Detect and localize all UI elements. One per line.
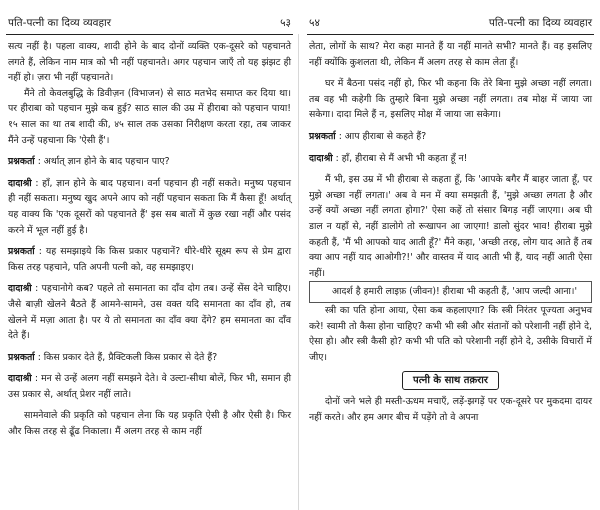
left-page-body (6, 35, 293, 440)
speaker-label: दादाश्री (309, 152, 333, 164)
speaker-label: प्रश्नकर्ता (8, 156, 35, 168)
paragraph: लेता, लोगों के साथ? मेरा कहा मानते हैं या नहीं मानते सभी? मानते हैं। वह इसलिए नहीं क्योंकि कुशलता थी, लेकिन मैं अलग तरह से काम लेता हूँ। (309, 41, 592, 68)
dialogue-text: : आप हीराबा से कहते हैं? (338, 130, 427, 142)
speaker-label: प्रश्नकर्ता (309, 130, 336, 142)
dialogue-entry (8, 281, 291, 343)
dialogue-entry (8, 244, 291, 275)
paragraph: सत्य नहीं है। पहला वाक्य, शादी होने के बाद दोनों व्यक्ति एक-दूसरे को पहचानते लगते हैं, लेकिन नाम मात्र को भी नहीं पहचानते। अगर पहचान जाएँ तो यह झंझट ही नहीं हो। ज़रा भी नहीं पहचानते। (8, 41, 291, 84)
right-page-header (307, 12, 594, 35)
right-running-title: पति-पत्नी का दिव्य व्यवहार (488, 17, 592, 29)
section-heading: पत्नी के साथ तक़रार (402, 371, 499, 390)
section-heading-wrap (309, 371, 592, 390)
speaker-label: दादाश्री (8, 177, 32, 189)
dialogue-entry (309, 129, 592, 145)
dialogue-entry (309, 151, 592, 167)
paragraph: सामनेवाले की प्रकृति को पहचान लेना कि यह प्रकृति ऐसी है और ऐसी है। फिर और किस तरह से ढूँढ निकाला। मैं अलग तरह से काम नहीं (8, 410, 291, 438)
page-gutter (298, 34, 299, 510)
boxed-quote: आदर्श है हमारी लाइफ़ (जीवन)! हीराबा भी कहती हैं, 'आप जल्दी आना।' (309, 281, 592, 303)
speaker-label: प्रश्नकर्ता (8, 246, 35, 258)
left-page-header (6, 12, 293, 35)
dialogue-text: : हाँ, ज्ञान होने के बाद पहचान। वर्ना पहचान ही नहीं सकते। मनुष्य पहचान ही नहीं सकता। मनुष्य खुद अपने आप को नहीं पहचान सकता कि मैं कैसा हूँ! अर्थात् यह वाक्य कि 'एक दूसरों को पहचानते हैं' इस सब बातों में कुछ रखा नहीं और पसंद करने में भूल नहीं हुई है। (8, 177, 291, 236)
dialogue-entry (8, 371, 291, 402)
dialogue-text: : अर्थात् ज्ञान होने के बाद पहचान पाए? (37, 156, 170, 168)
paragraph: घर में बैठना पसंद नहीं हो, फिर भी कहना कि तेरे बिना मुझे अच्छा नहीं लगता। तब वह भी कहेगी कि तुम्हारे बिना मुझे अच्छा नहीं लगता। तब मोक्ष में जाया जा सकेगा। दादा मिले हैं न, इसलिए मोक्ष में जाया जा सकेगा। (309, 78, 592, 121)
left-page (6, 0, 293, 510)
speaker-label: दादाश्री (8, 373, 32, 385)
right-page (307, 0, 594, 510)
speaker-label: प्रश्नकर्ता (8, 351, 35, 363)
paragraph: दोनों जने भले ही मस्ती-ऊधम मचाएँ, लड़ें-झगड़ें पर एक-दूसरे पर मुकदमा दायर नहीं करते। और हम अगर बीच में पड़ेंगे तो वे अपना (309, 396, 592, 423)
right-page-number: ५४ (309, 17, 320, 29)
dialogue-entry (8, 154, 291, 170)
speaker-label: दादाश्री (8, 283, 32, 295)
dialogue-entry (8, 350, 291, 366)
dialogue-text: : मन से उन्हें अलग नहीं समझने देते। वे उल्टा-सीधा बोलें, फिर भी, समान ही उस प्रकार से, अर्थात् प्रेशर नहीं लाते। (8, 373, 291, 400)
paragraph: मैंने तो केवलबुद्धि के डिवीज़न (विभाजन) से साठ मतभेद समाप्त कर दिया था। पर हीराबा को पहचान मुझे कब हुई? साठ साल की उम्र में हीराबा को पहचान पाया! १५ साल का था तब शादी की, ४५ साल तक उसका निरीक्षण करता रहा, तब जाकर मैंने उन्हें पहचाना कि 'ऐसी हैं'। (8, 87, 291, 146)
dialogue-text: : किस प्रकार देते हैं, प्रैक्टिकली किस प्रकार से देते हैं? (37, 351, 218, 363)
dialogue-text: : पहचानोगे कब? पहले तो समानता का दाँव दोग तब। उन्हें सेंस देने चाहिए। जैसे बाज़ी खेलने बैठते हैं आमने-सामने, उस वक्त यदि समानता का दाँव हो, तब खेलने में मज़ा आता है। पर ये तो समानता का दाँव क्या देंगे? हम समानता का दाँव देते हैं। (8, 283, 291, 342)
left-running-title: पति-पत्नी का दिव्य व्यवहार (8, 17, 112, 29)
dialogue-entry (8, 176, 291, 238)
dialogue-text: : हाँ, हीराबा से मैं अभी भी कहता हूँ न! (335, 152, 468, 164)
left-page-number: ५३ (280, 17, 291, 29)
paragraph: मैं भी, इस उम्र में भी हीराबा से कहता हूँ, कि 'आपके बगैर मैं बाहर जाता हूँ, पर मुझे अच्छा नहीं लगता।' अब वे मन में क्या समझती हैं, 'मुझे अच्छा लगता है और उन्हें क्यों अच्छा नहीं लगता होगा?' ऐसा कहें तो संसार बिगड़ नहीं जाएगा। अब घी डाल न यहाँ से, नहीं डालोगे तो रूखापन आ जाएगा! डालो सुंदर भाव! हीराबा मुझे कहती हैं, 'मैं भी आपको याद आती हूँ?' मैंने कहा, 'अच्छी तरह, लोग याद आते हैं तब क्या आप नहीं याद आओगी?!' और वास्तव में याद आती भी हैं, याद नहीं आती ऐसा नहीं। (309, 174, 592, 279)
right-page-body (307, 35, 594, 425)
dialogue-text: : यह समझाइये कि किस प्रकार पहचानें? धीरे-धीरे सूक्ष्म रूप से प्रेम द्वारा किस तरह पहचाने, पति अपनी पत्नी को, वह समझाइए। (8, 246, 291, 273)
paragraph: स्त्री का पति होना आया, ऐसा कब कहलाएगा? कि स्त्री निरंतर पूज्यता अनुभव करे! स्वामी तो कैसा होना चाहिए? कभी भी स्त्री और संतानों को परेशानी नहीं होने दे, ऐसा हो। और स्त्री कैसी हो? कभी भी पति को परेशानी नहीं होने दे, उसीके विचारों में जीए। (309, 304, 592, 363)
